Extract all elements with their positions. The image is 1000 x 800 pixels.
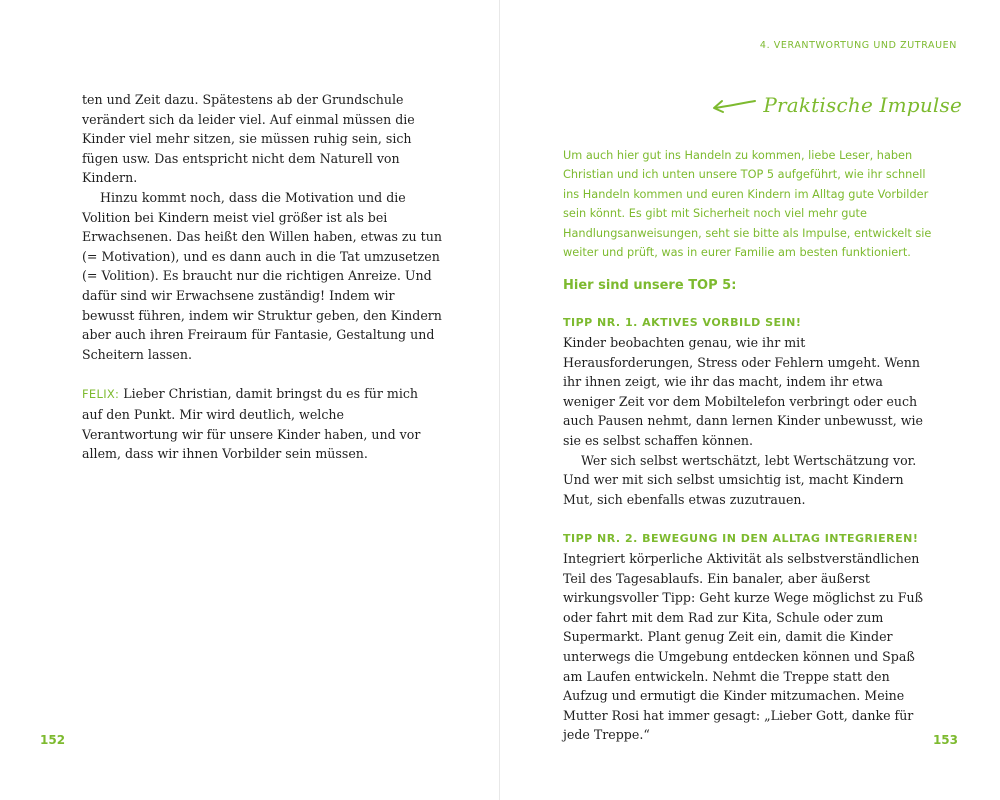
dialogue-text: Lieber Christian, damit bringst du es für mich auf den Punkt. Mir wird deutlich, welche Verantwortung wir für unsere Kinder haben, und vor allem, dass wir ihnen Vorbilder sein müssen. [82,386,421,462]
speaker-label: FELIX: [82,387,120,402]
body-paragraph: ten und Zeit dazu. Spätestens ab der Grundschule verändert sich da leider viel. Auf einmal müssen die Kinder viel mehr sitzen, sie müssen ruhig sein, sich fügen usw. Das entspricht nicht dem Naturell von Kindern. [82,92,415,186]
tip-paragraph: Wer sich selbst wertschätzt, lebt Wertschätzung vor. Und wer mit sich selbst umsichtig ist, macht Kindern Mut, sich ebenfalls etwas zuzutrauen. [563,452,917,507]
body-paragraph: Hinzu kommt noch, dass die Motivation und die Volition bei Kindern meist viel größer ist als bei Erwachsenen. Das heißt den Willen haben, etwas zu tun (= Motivation), und es dann auch in die Tat umzusetzen (= Volition). Es braucht nur die richtigen Anreize. Und dafür sind wir Erwachsene zuständig! Indem wir bewusst führen, indem wir Struktur geben, den Kindern aber auch ihren Freiraum für Fantasie, Gestaltung und Scheitern lassen. [82,189,442,362]
intro-paragraph: Um auch hier gut ins Handeln zu kommen, liebe Leser, haben Christian und ich unten unsere TOP 5 aufgeführt, wie ihr schnell ins Handeln kommen und euren Kindern im Alltag gute Vorbilder sein könnt. Es gibt mit Sicherheit noch viel mehr gute Handlungsanweisungen, seht sie bitte als Impulse, entwickelt sie weiter und prüft, was in eurer Familie am besten funktioniert. [563,149,932,260]
tip-block [563,529,933,745]
page-number-right: 153 [932,733,958,747]
section-heading [711,88,962,122]
left-text-column [82,90,442,464]
arrow-left-icon [711,95,757,115]
felix-dialogue [82,384,442,463]
tip-paragraph: Integriert körperliche Aktivität als selbstverständlichen Teil des Tagesablaufs. Ein banaler, aber äußerst wirkungsvoller Tipp: Geht kurze Wege möglichst zu Fuß oder fahrt mit dem Rad zur Kita, Schule oder zum Supermarkt. Plant genug Zeit ein, damit die Kinder unterwegs die Umgebung entdecken können und Spaß am Laufen entwickeln. Nehmt die Treppe statt den Aufzug und ermutigt die Kinder mitzumachen. Meine Mutter Rosi hat immer gesagt: „Lieber Gott, danke für jede Treppe.“ [563,550,924,743]
tip-block [563,313,933,509]
tip-paragraph: Kinder beobachten genau, wie ihr mit Herausforderungen, Stress oder Fehlern umgeht. Wenn ihr ihnen zeigt, wie ihr das macht, indem ihr etwa weniger Zeit vor dem Mobiltelefon verbringt oder euch auch Pausen nehmt, dann lernen Kinder unbewusst, wie sie es selbst schaffen können. [563,335,923,448]
right-text-column [563,146,933,745]
top5-heading: Hier sind unsere TOP 5: [563,278,737,294]
section-title: Praktische Impulse [763,93,962,117]
page-number-left: 152 [40,733,66,747]
right-page [500,0,1000,800]
tip-heading: TIPP NR. 2. BEWEGUNG IN DEN ALLTAG INTEGRIEREN! [563,532,919,546]
tip-heading: TIPP NR. 1. AKTIVES VORBILD SEIN! [563,316,802,330]
running-head: 4. VERANTWORTUNG UND ZUTRAUEN [759,40,957,51]
